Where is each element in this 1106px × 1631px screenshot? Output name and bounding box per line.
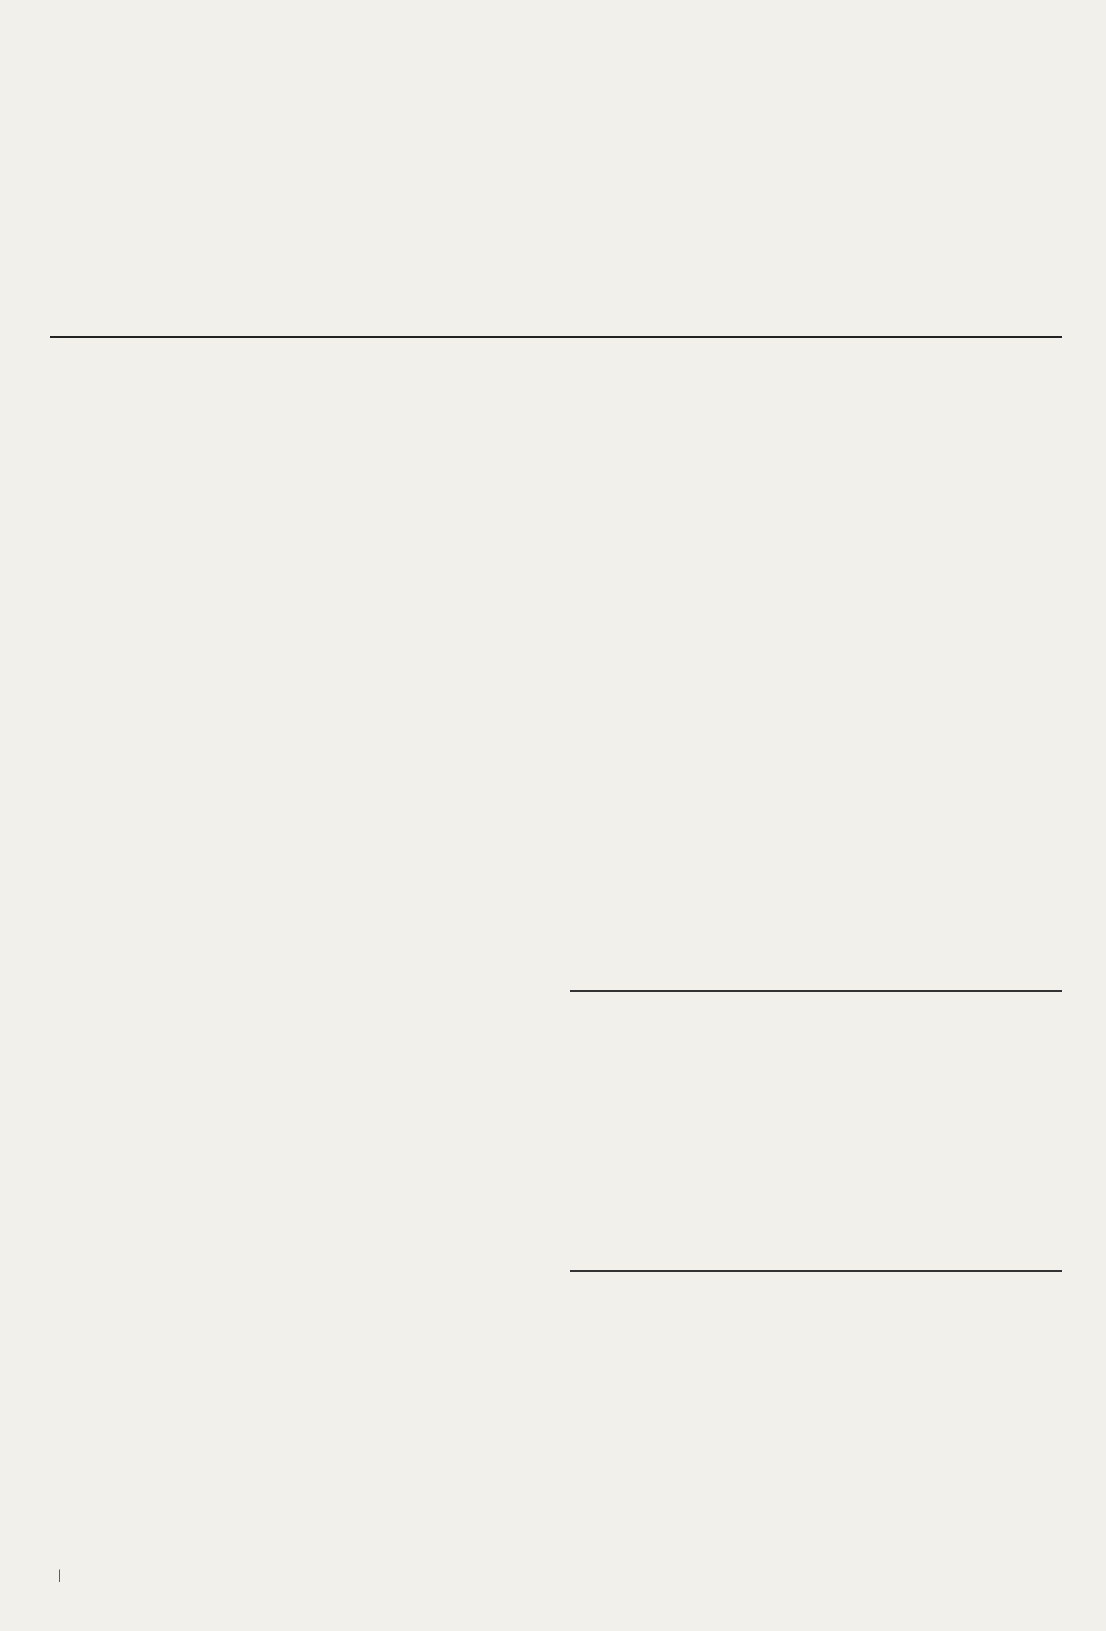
section-divider: [50, 336, 1062, 338]
page-footer: |: [58, 1568, 66, 1583]
figure-1-transmittance-chart: [50, 752, 390, 1082]
sterb-divider: [570, 1270, 1062, 1272]
figure-2-photochromic-chart: [738, 752, 1068, 982]
tlak-divider: [570, 990, 1062, 992]
